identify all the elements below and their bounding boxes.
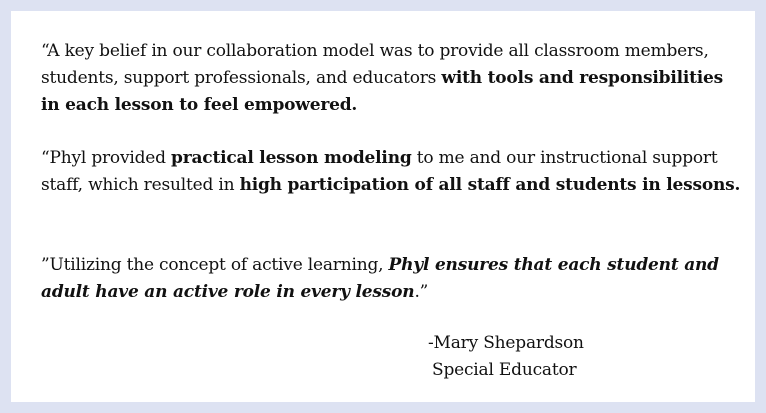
testimonial-card bbox=[11, 11, 755, 402]
attribution-role: Special Educator bbox=[432, 360, 577, 380]
quote-3-text-start: ”Utilizing the concept of active learning, bbox=[41, 255, 389, 275]
attribution bbox=[428, 330, 584, 384]
attribution-name: -Mary Shepardson bbox=[428, 333, 584, 353]
quote-3 bbox=[41, 252, 741, 306]
quote-1-text: “A key belief in our collaboration model was to provide all classroom members, students, support professionals, and educators bbox=[41, 41, 709, 88]
quote-2-text-middle: to me and our instructional support staff, which resulted in bbox=[41, 148, 718, 195]
quote-3-emphasis-italic: Phyl ensures that each student and adult have an active role in every lesson bbox=[41, 255, 719, 302]
quote-3-text-end: .” bbox=[414, 282, 429, 302]
quote-2-emphasis-modeling: practical lesson modeling bbox=[171, 148, 412, 168]
quote-2 bbox=[41, 145, 741, 199]
quote-1 bbox=[41, 38, 741, 119]
quote-1-emphasis: with tools and responsibilities in each lesson to feel empowered. bbox=[41, 68, 724, 115]
quote-2-emphasis-participation: high participation of all staff and students in lessons. bbox=[239, 175, 741, 195]
quote-2-text-start: “Phyl provided bbox=[41, 148, 172, 168]
